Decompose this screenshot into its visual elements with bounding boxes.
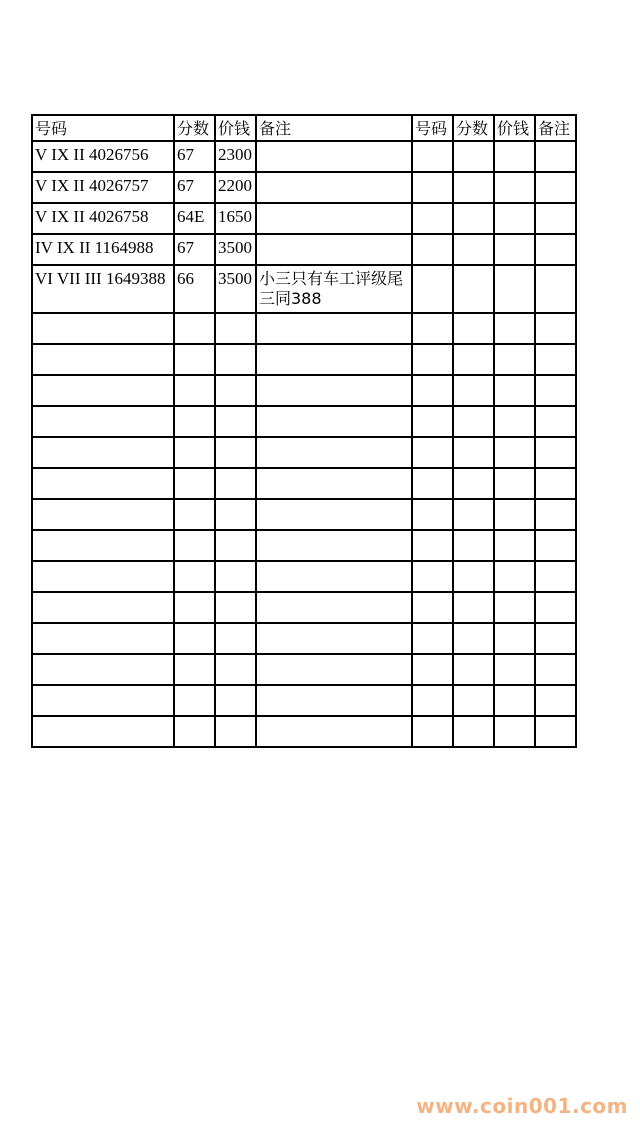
cell-note: [256, 203, 412, 234]
cell-note-2: [535, 530, 576, 561]
cell-grade: [174, 623, 215, 654]
cell-grade: [174, 716, 215, 747]
cell-number: [32, 530, 174, 561]
cell-price-2: [494, 313, 535, 344]
cell-grade-2: [453, 265, 494, 313]
listing-table: [31, 114, 577, 748]
cell-note: [256, 172, 412, 203]
cell-note: [256, 468, 412, 499]
cell-number: [32, 499, 174, 530]
cell-price: 1650: [215, 203, 256, 234]
cell-number-2: [412, 592, 453, 623]
cell-price: [215, 592, 256, 623]
cell-number: [32, 561, 174, 592]
cell-note-2: [535, 468, 576, 499]
cell-grade: [174, 313, 215, 344]
table-row: [32, 437, 576, 468]
table-body: [32, 141, 576, 747]
cell-grade: 67: [174, 172, 215, 203]
header-grade-2: 分数: [453, 115, 494, 141]
cell-grade: 67: [174, 141, 215, 172]
cell-price-2: [494, 623, 535, 654]
cell-note-2: [535, 437, 576, 468]
table-row: [32, 172, 576, 203]
table-row: [32, 499, 576, 530]
cell-price: [215, 313, 256, 344]
cell-number-2: [412, 685, 453, 716]
cell-note: [256, 685, 412, 716]
cell-number-2: [412, 654, 453, 685]
table-row: [32, 344, 576, 375]
table-row: [32, 234, 576, 265]
cell-grade-2: [453, 530, 494, 561]
cell-number: V IX II 4026758: [32, 203, 174, 234]
cell-grade-2: [453, 499, 494, 530]
cell-note-2: [535, 375, 576, 406]
cell-note: [256, 437, 412, 468]
cell-grade: [174, 468, 215, 499]
cell-grade-2: [453, 375, 494, 406]
cell-grade-2: [453, 344, 494, 375]
cell-number: [32, 437, 174, 468]
cell-grade: 67: [174, 234, 215, 265]
cell-price-2: [494, 530, 535, 561]
table-row: [32, 265, 576, 313]
cell-price: [215, 499, 256, 530]
table-row: [32, 716, 576, 747]
cell-price: [215, 623, 256, 654]
cell-note: [256, 592, 412, 623]
site-watermark: www.coin001.com: [416, 1094, 628, 1118]
cell-grade-2: [453, 623, 494, 654]
cell-note-2: [535, 234, 576, 265]
cell-grade: 64E: [174, 203, 215, 234]
table-row: [32, 530, 576, 561]
cell-price: 3500: [215, 234, 256, 265]
table-row: [32, 623, 576, 654]
cell-number-2: [412, 561, 453, 592]
cell-number-2: [412, 406, 453, 437]
cell-number-2: [412, 716, 453, 747]
header-grade: 分数: [174, 115, 215, 141]
table-row: [32, 592, 576, 623]
cell-number: [32, 685, 174, 716]
cell-grade: [174, 561, 215, 592]
cell-price: [215, 530, 256, 561]
cell-number-2: [412, 344, 453, 375]
cell-grade-2: [453, 468, 494, 499]
cell-price-2: [494, 685, 535, 716]
cell-number: VI VII III 1649388: [32, 265, 174, 313]
table-row: [32, 468, 576, 499]
cell-note: [256, 716, 412, 747]
cell-price-2: [494, 468, 535, 499]
cell-number-2: [412, 203, 453, 234]
cell-number-2: [412, 623, 453, 654]
cell-price: [215, 561, 256, 592]
cell-number: V IX II 4026756: [32, 141, 174, 172]
cell-number: [32, 468, 174, 499]
cell-number-2: [412, 468, 453, 499]
cell-number: [32, 406, 174, 437]
table-row: [32, 561, 576, 592]
header-row: [32, 115, 576, 141]
cell-note: [256, 623, 412, 654]
cell-price-2: [494, 499, 535, 530]
cell-grade-2: [453, 437, 494, 468]
cell-grade: 66: [174, 265, 215, 313]
cell-price: [215, 654, 256, 685]
cell-note: [256, 654, 412, 685]
cell-note-2: [535, 265, 576, 313]
cell-price-2: [494, 265, 535, 313]
cell-note: [256, 406, 412, 437]
cell-price: [215, 406, 256, 437]
cell-note-2: [535, 716, 576, 747]
cell-note-2: [535, 172, 576, 203]
cell-grade-2: [453, 234, 494, 265]
header-note: 备注: [256, 115, 412, 141]
cell-price: [215, 375, 256, 406]
cell-price-2: [494, 654, 535, 685]
cell-note: [256, 344, 412, 375]
cell-price-2: [494, 141, 535, 172]
cell-number-2: [412, 499, 453, 530]
cell-price-2: [494, 234, 535, 265]
cell-note: [256, 530, 412, 561]
cell-grade: [174, 406, 215, 437]
table-row: [32, 406, 576, 437]
cell-grade-2: [453, 685, 494, 716]
cell-grade-2: [453, 406, 494, 437]
cell-grade: [174, 685, 215, 716]
cell-number: [32, 716, 174, 747]
cell-note-2: [535, 685, 576, 716]
cell-number: IV IX II 1164988: [32, 234, 174, 265]
table-row: [32, 685, 576, 716]
cell-price: 2200: [215, 172, 256, 203]
cell-grade: [174, 375, 215, 406]
cell-number-2: [412, 234, 453, 265]
cell-price-2: [494, 716, 535, 747]
table-row: [32, 141, 576, 172]
cell-price: [215, 716, 256, 747]
cell-price: 2300: [215, 141, 256, 172]
cell-price-2: [494, 561, 535, 592]
cell-number-2: [412, 375, 453, 406]
cell-number: [32, 344, 174, 375]
cell-number-2: [412, 437, 453, 468]
cell-price-2: [494, 592, 535, 623]
cell-price-2: [494, 203, 535, 234]
cell-note-2: [535, 623, 576, 654]
cell-note: 小三只有车工评级尾三同388: [256, 265, 412, 313]
table-row: [32, 375, 576, 406]
cell-note-2: [535, 313, 576, 344]
cell-price-2: [494, 172, 535, 203]
cell-note-2: [535, 654, 576, 685]
header-note-2: 备注: [535, 115, 576, 141]
header-number-2: 号码: [412, 115, 453, 141]
cell-grade: [174, 592, 215, 623]
cell-grade: [174, 499, 215, 530]
cell-price-2: [494, 437, 535, 468]
cell-grade-2: [453, 716, 494, 747]
cell-number-2: [412, 141, 453, 172]
cell-grade-2: [453, 313, 494, 344]
cell-number: [32, 592, 174, 623]
cell-grade-2: [453, 203, 494, 234]
cell-note-2: [535, 406, 576, 437]
cell-number: [32, 623, 174, 654]
cell-note-2: [535, 499, 576, 530]
cell-grade-2: [453, 172, 494, 203]
cell-note-2: [535, 592, 576, 623]
cell-price-2: [494, 406, 535, 437]
cell-number: [32, 375, 174, 406]
table-row: [32, 203, 576, 234]
table-row: [32, 313, 576, 344]
cell-grade-2: [453, 592, 494, 623]
cell-price: [215, 685, 256, 716]
cell-note-2: [535, 203, 576, 234]
cell-grade-2: [453, 561, 494, 592]
cell-note: [256, 141, 412, 172]
cell-note-2: [535, 561, 576, 592]
cell-grade: [174, 344, 215, 375]
cell-price: [215, 437, 256, 468]
cell-note-2: [535, 344, 576, 375]
table-row: [32, 654, 576, 685]
header-number: 号码: [32, 115, 174, 141]
cell-number-2: [412, 265, 453, 313]
cell-grade: [174, 437, 215, 468]
cell-note: [256, 499, 412, 530]
cell-number-2: [412, 172, 453, 203]
cell-grade: [174, 530, 215, 561]
header-price: 价钱: [215, 115, 256, 141]
cell-grade-2: [453, 141, 494, 172]
cell-note: [256, 561, 412, 592]
cell-number-2: [412, 530, 453, 561]
cell-grade: [174, 654, 215, 685]
cell-price-2: [494, 344, 535, 375]
header-price-2: 价钱: [494, 115, 535, 141]
cell-price: [215, 468, 256, 499]
cell-price: [215, 344, 256, 375]
cell-note-2: [535, 141, 576, 172]
cell-note: [256, 313, 412, 344]
cell-number: [32, 313, 174, 344]
cell-note: [256, 234, 412, 265]
cell-price: 3500: [215, 265, 256, 313]
cell-number-2: [412, 313, 453, 344]
cell-number: [32, 654, 174, 685]
cell-price-2: [494, 375, 535, 406]
cell-note: [256, 375, 412, 406]
cell-grade-2: [453, 654, 494, 685]
cell-number: V IX II 4026757: [32, 172, 174, 203]
